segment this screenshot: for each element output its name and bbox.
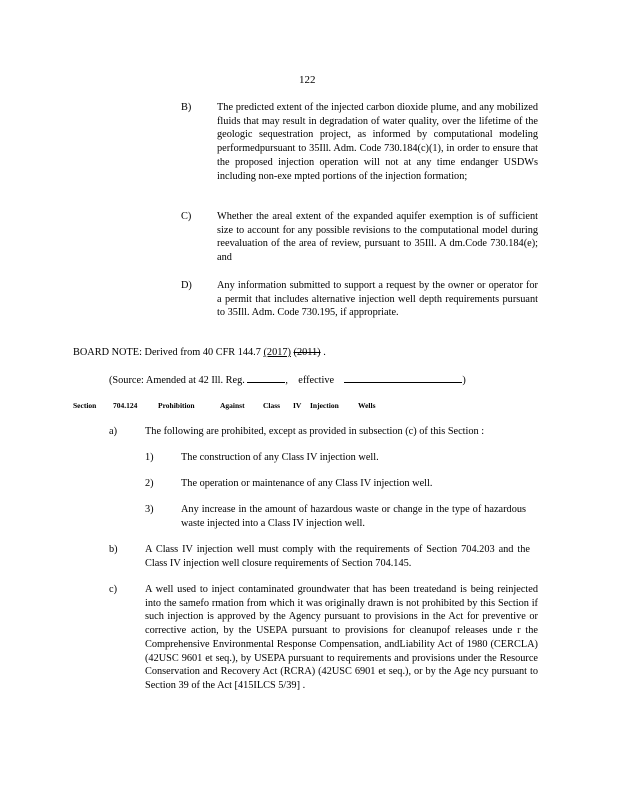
section-b-text: A Class IV injection well must comply with the requirements of Section 704.203 and the Class IV injection well closure requirements of Section 704.145. xyxy=(145,544,530,569)
sub-item-1-label: 1) xyxy=(145,452,154,463)
item-c-label: C) xyxy=(181,211,192,222)
sub-item-2-label: 2) xyxy=(145,478,154,489)
item-b-text: The predicted extent of the injected carbon dioxide plume, and any mobilized fluids that may result in degradation of water quality, over the lifetime of the geologic sequestration project, as informed by computational modeling performedpursuant to 35Ill. Adm. Code 730.184(c)(1), in order to ensure that the proposed injection operation will not at any time endanger USDWs including non-exe mpted portions of the injection formation; xyxy=(217,102,538,182)
sub-item-1-text: The construction of any Class IV injection well. xyxy=(181,452,379,463)
sub-item-3-label: 3) xyxy=(145,504,154,515)
board-note-suffix: . xyxy=(323,347,326,358)
section-number: 704.124 xyxy=(113,401,138,410)
item-d-label: D) xyxy=(181,280,192,291)
item-c-text: Whether the areal extent of the expanded aquifer exemption is of sufficient size to account for any possible revisions to the computational model during reevaluation of the area of review, pursuant to 35Ill. A dm.Code 730.184(e); and xyxy=(217,211,538,264)
section-a-label: a) xyxy=(109,426,117,437)
section-title-word-6: Wells xyxy=(358,401,376,410)
section-title-word-5: Injection xyxy=(310,401,339,410)
section-title-word-1: Prohibition xyxy=(158,401,195,410)
board-note-prefix: BOARD NOTE: Derived from 40 CFR 144.7 xyxy=(73,347,261,358)
section-a-text: The following are prohibited, except as provided in subsection (c) of this Section : xyxy=(145,426,485,437)
source-effective: effective xyxy=(298,375,335,386)
board-note-old-year: (2011) xyxy=(293,347,321,358)
source-sep: , xyxy=(285,375,288,386)
source-prefix: (Source: Amended at 42 Ill. Reg. xyxy=(109,375,245,386)
item-d-text: Any information submitted to support a request by the owner or operator for a permit that includes alternative injection well depth requirements pursuant to 35Ill. Adm. Code 730.195, if appropriate. xyxy=(217,280,538,319)
section-c-label: c) xyxy=(109,584,117,595)
page-number: 122 xyxy=(299,74,316,86)
section-title-word-3: Class xyxy=(263,401,281,410)
board-note xyxy=(73,346,326,360)
section-title-word-4: IV xyxy=(293,401,302,410)
board-note-new-year: (2017) xyxy=(263,347,291,358)
section-b-label: b) xyxy=(109,544,118,555)
item-b-label: B) xyxy=(181,102,192,113)
section-c-text: A well used to inject contaminated groundwater that has been treatedand is being reinjected into the samefo rmation from which it was originally drawn is not prohibited by this Section if such injection is approved by the Agency pursuant to provisions in the Act for preventive or corrective action, by the USEPA pursuant to provisions for cleanupof releases unde r the Comprehensive Environmental Response Compensation, andLiability Act of 1980 (CERCLA) (42USC 9601 et seq.), by USEPA pursuant to requirements and provisions under the Resource Conservation and Recovery Act (RCRA) (42USC 6901 et seq.), or by the Age ncy pursuant to Section 39 of the Act [415ILCS 5/39] . xyxy=(145,584,538,691)
source-close: ) xyxy=(462,375,466,386)
section-label: Section xyxy=(73,401,97,410)
source-blank-reg xyxy=(247,372,285,383)
sub-item-3-text: Any increase in the amount of hazardous waste or change in the type of hazardous waste injected into a Class IV injection well. xyxy=(181,504,526,529)
source-line xyxy=(109,372,466,388)
source-blank-effective xyxy=(344,372,462,383)
section-title-word-2: Against xyxy=(220,401,245,410)
sub-item-2-text: The operation or maintenance of any Class IV injection well. xyxy=(181,478,433,489)
